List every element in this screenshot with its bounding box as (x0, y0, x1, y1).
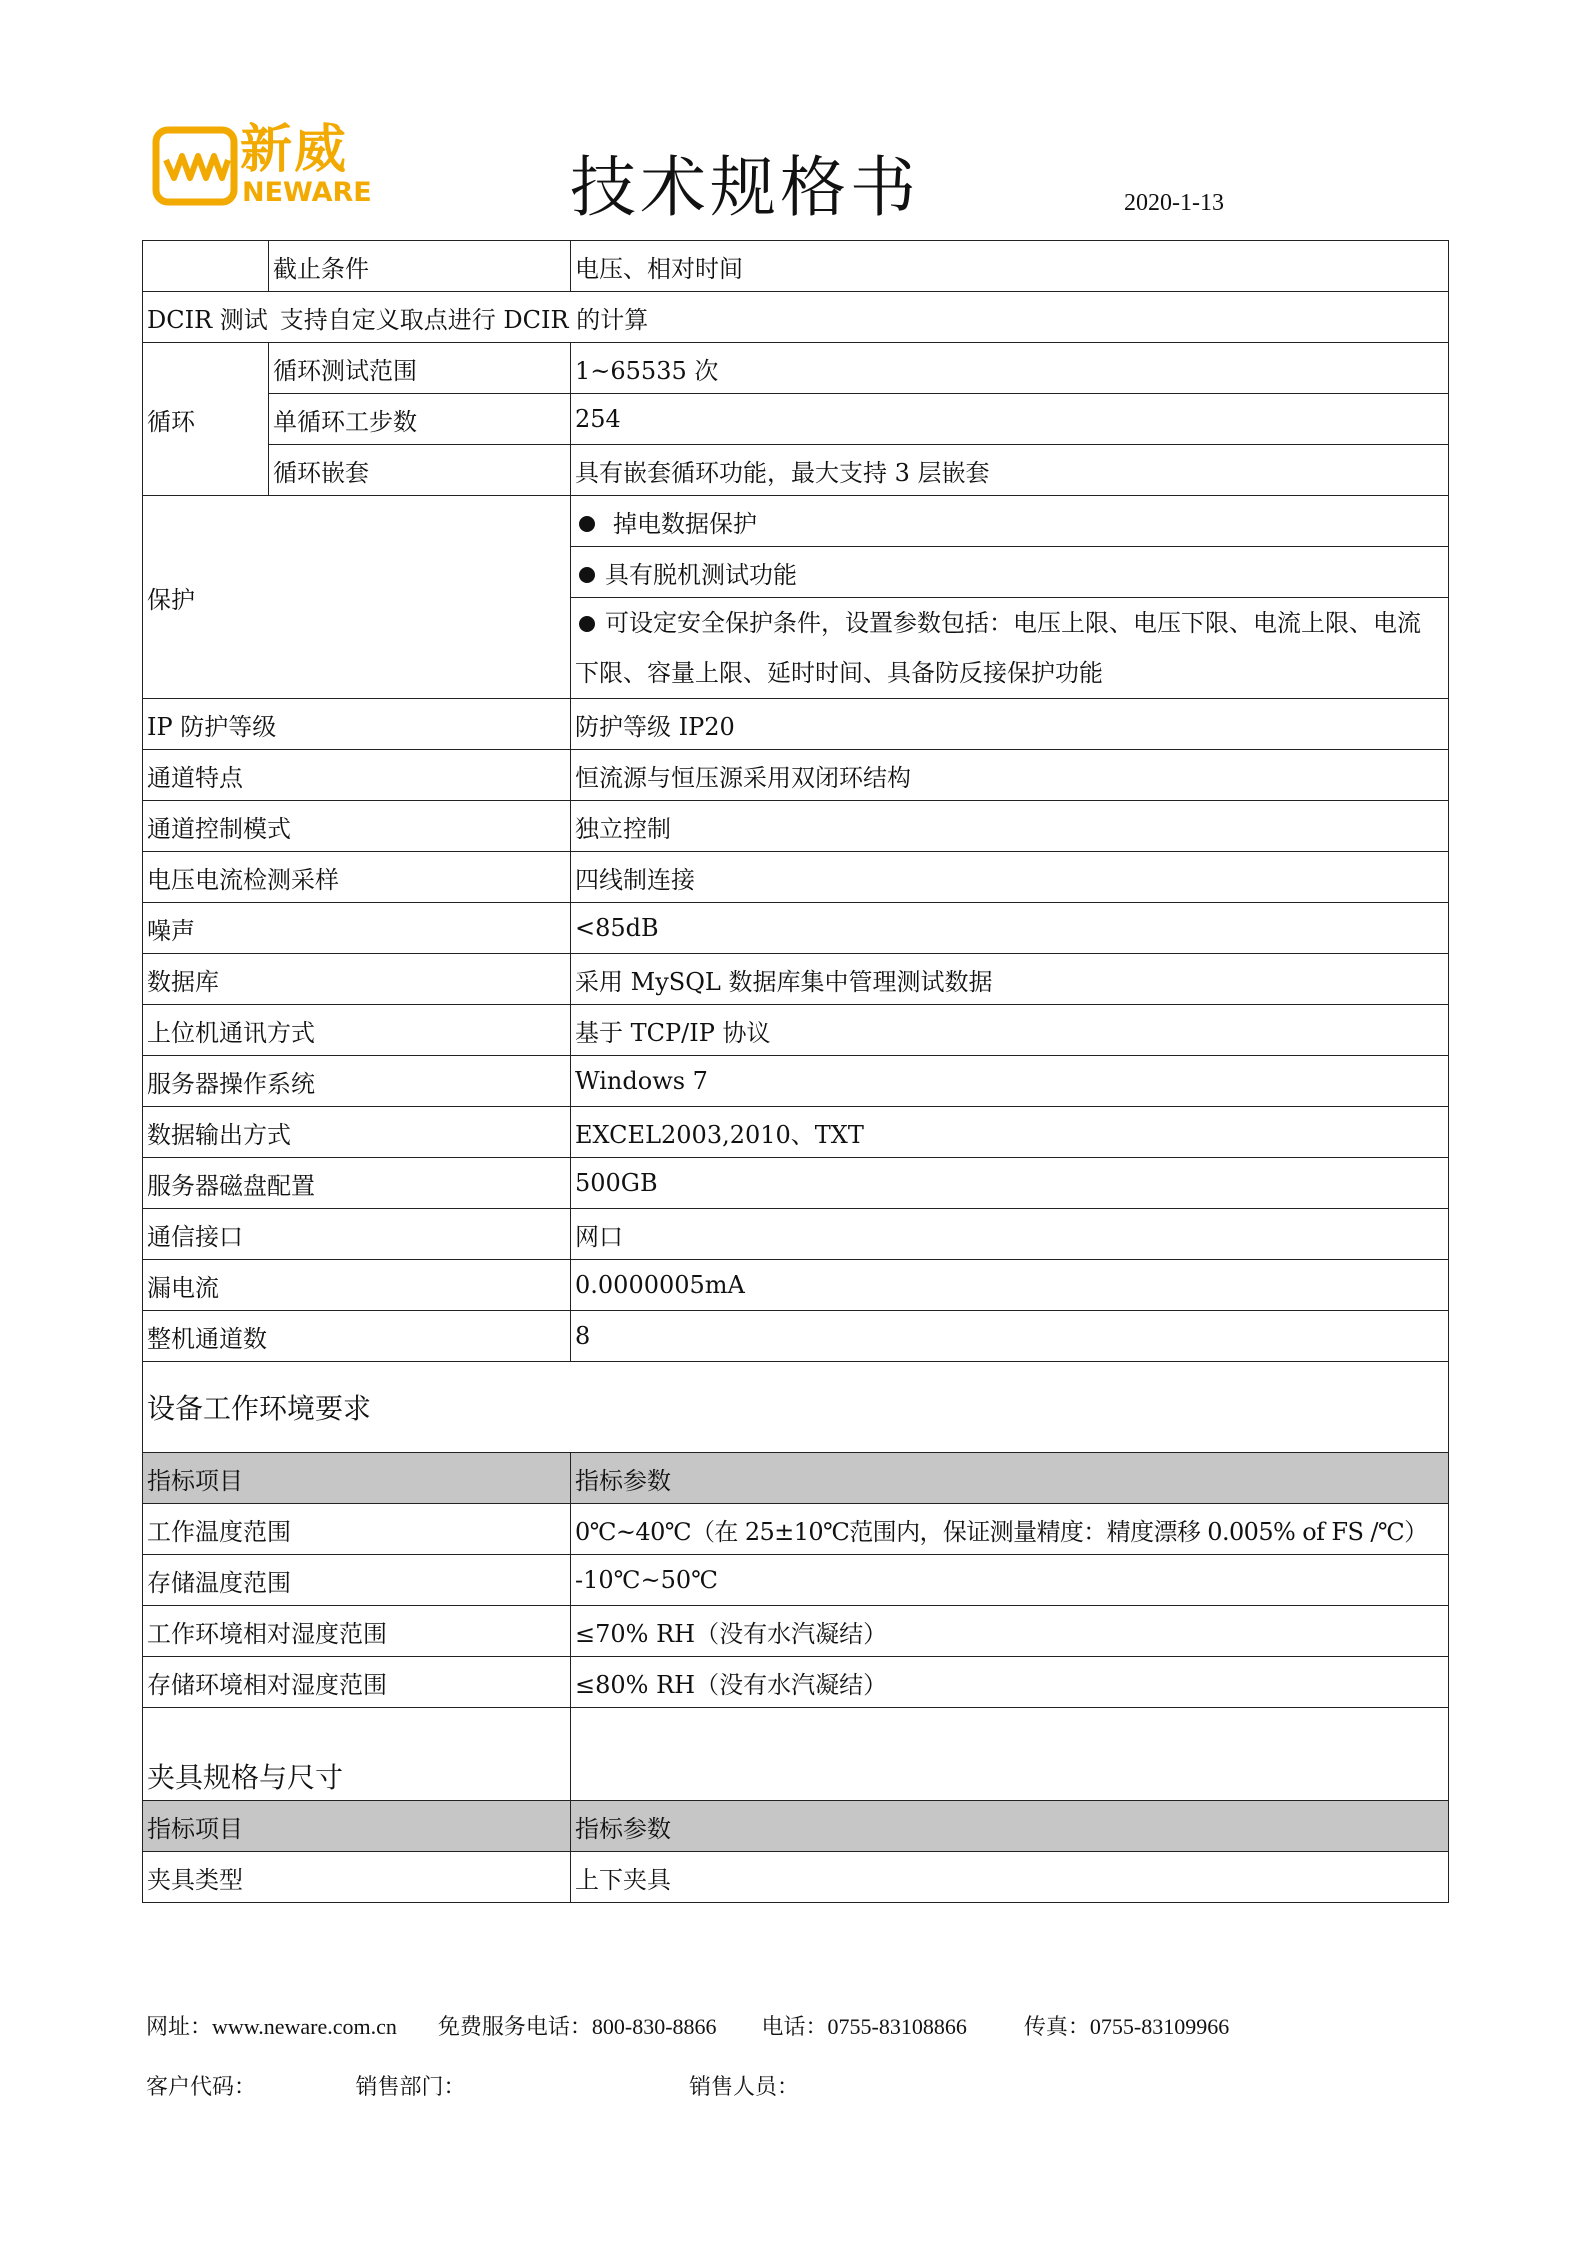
neware-logo (152, 120, 384, 210)
header-param: 指标参数 (571, 1453, 1449, 1504)
table-row (143, 1260, 1449, 1311)
table-row (143, 801, 1449, 852)
spec-label: 电压电流检测采样 (143, 852, 571, 903)
spec-value: 基于 TCP/IP 协议 (571, 1005, 1449, 1056)
bullet-icon (579, 567, 595, 583)
spec-label: 漏电流 (143, 1260, 571, 1311)
protection-item: 掉电数据保护 (571, 496, 1449, 547)
protection-item: 可设定安全保护条件，设置参数包括：电压上限、电压下限、电流上限、电流下限、容量上限、延时时间、具备防反接保护功能 (571, 598, 1449, 699)
spec-value: 8 (571, 1311, 1449, 1362)
spec-label: IP 防护等级 (143, 699, 571, 750)
spec-label: 噪声 (143, 903, 571, 954)
spec-value: 采用 MySQL 数据库集中管理测试数据 (571, 954, 1449, 1005)
cycle-item-value: 254 (571, 394, 1449, 445)
logo-english-text: NEWARE (242, 177, 372, 208)
neware-logo-icon (152, 126, 238, 206)
dcir-row (143, 292, 1449, 343)
env-value: -10℃~50℃ (571, 1555, 1449, 1606)
cycle-item-label: 单循环工步数 (269, 394, 571, 445)
table-row (143, 1209, 1449, 1260)
dcir-value: 支持自定义取点进行 DCIR 的计算 (279, 305, 649, 334)
fixture-label: 夹具类型 (143, 1852, 571, 1903)
document-date: 2020-1-13 (1124, 190, 1224, 216)
env-label: 存储温度范围 (143, 1555, 571, 1606)
fixture-value: 上下夹具 (571, 1852, 1449, 1903)
spec-value: 防护等级 IP20 (571, 699, 1449, 750)
table-row (143, 852, 1449, 903)
footer-sales (146, 2070, 799, 2101)
env-label: 工作环境相对湿度范围 (143, 1606, 571, 1657)
footer-sales-person: 销售人员： (689, 2074, 800, 2099)
table-row (143, 1107, 1449, 1158)
header-item: 指标项目 (143, 1453, 571, 1504)
spec-value: 恒流源与恒压源采用双闭环结构 (571, 750, 1449, 801)
footer-sales-dept: 销售部门： (355, 2074, 466, 2099)
spec-table (142, 240, 1449, 1903)
spec-value: <85dB (571, 903, 1449, 954)
table-cell-empty (143, 241, 269, 292)
table-row (143, 750, 1449, 801)
header-item: 指标项目 (143, 1801, 571, 1852)
footer-phone: 电话：0755-83108866 (761, 2014, 967, 2039)
env-value: ≤80% RH（没有水汽凝结） (571, 1657, 1449, 1708)
spec-label: 上位机通讯方式 (143, 1005, 571, 1056)
spec-label: 数据库 (143, 954, 571, 1005)
cycle-item-label: 循环测试范围 (269, 343, 571, 394)
table-row (143, 699, 1449, 750)
document-title: 技术规格书 (570, 149, 920, 226)
table-row (143, 1852, 1449, 1903)
table-row (143, 292, 1449, 343)
footer-website: 网址：www.neware.com.cn (146, 2014, 397, 2039)
table-row (143, 496, 1449, 547)
logo-chinese-text: 新威 (240, 120, 349, 180)
bullet-icon (579, 616, 595, 632)
table-row (143, 394, 1449, 445)
cycle-item-label: 循环嵌套 (269, 445, 571, 496)
spec-label: 通道特点 (143, 750, 571, 801)
table-row (143, 1005, 1449, 1056)
protection-item: 具有脱机测试功能 (571, 547, 1449, 598)
spec-label: 整机通道数 (143, 1311, 571, 1362)
table-row (143, 445, 1449, 496)
env-value: 0℃~40℃（在 25±10℃范围内，保证测量精度：精度漂移 0.005% of FS /℃） (571, 1504, 1449, 1555)
env-label: 工作温度范围 (143, 1504, 571, 1555)
table-row (143, 1606, 1449, 1657)
table-row (143, 1311, 1449, 1362)
table-cell-empty (571, 1708, 1449, 1801)
table-row (143, 1504, 1449, 1555)
spec-value: EXCEL2003,2010、TXT (571, 1107, 1449, 1158)
spec-value: Windows 7 (571, 1056, 1449, 1107)
table-row (143, 343, 1449, 394)
spec-label: 服务器操作系统 (143, 1056, 571, 1107)
section-row (143, 1362, 1449, 1453)
footer-hotline: 免费服务电话：800-830-8866 (437, 2014, 717, 2039)
footer-contact (146, 2010, 1229, 2041)
table-row (143, 241, 1449, 292)
env-value: ≤70% RH（没有水汽凝结） (571, 1606, 1449, 1657)
spec-label: 通信接口 (143, 1209, 571, 1260)
protection-label: 保护 (143, 496, 571, 699)
spec-label: 通道控制模式 (143, 801, 571, 852)
section-row (143, 1708, 1449, 1801)
spec-label: 数据输出方式 (143, 1107, 571, 1158)
spec-value: 四线制连接 (571, 852, 1449, 903)
spec-value: 网口 (571, 1209, 1449, 1260)
spec-value: 0.0000005mA (571, 1260, 1449, 1311)
environment-section-title: 设备工作环境要求 (143, 1362, 1449, 1453)
fixture-section-title: 夹具规格与尺寸 (143, 1708, 571, 1801)
spec-value: 独立控制 (571, 801, 1449, 852)
dcir-label: DCIR 测试 (147, 305, 268, 334)
table-row (143, 1056, 1449, 1107)
cutoff-value: 电压、相对时间 (571, 241, 1449, 292)
table-row (143, 1657, 1449, 1708)
env-label: 存储环境相对湿度范围 (143, 1657, 571, 1708)
table-row (143, 954, 1449, 1005)
cycle-item-value: 具有嵌套循环功能，最大支持 3 层嵌套 (571, 445, 1449, 496)
cutoff-label: 截止条件 (269, 241, 571, 292)
table-header-row (143, 1453, 1449, 1504)
cycle-label: 循环 (143, 343, 269, 496)
header-param: 指标参数 (571, 1801, 1449, 1852)
table-row (143, 1555, 1449, 1606)
footer-fax: 传真：0755-83109966 (1023, 2014, 1230, 2039)
table-header-row (143, 1801, 1449, 1852)
spec-value: 500GB (571, 1158, 1449, 1209)
bullet-icon (579, 516, 595, 532)
cycle-item-value: 1~65535 次 (571, 343, 1449, 394)
footer-customer-code: 客户代码： (146, 2074, 257, 2099)
table-row (143, 903, 1449, 954)
table-row (143, 1158, 1449, 1209)
spec-label: 服务器磁盘配置 (143, 1158, 571, 1209)
